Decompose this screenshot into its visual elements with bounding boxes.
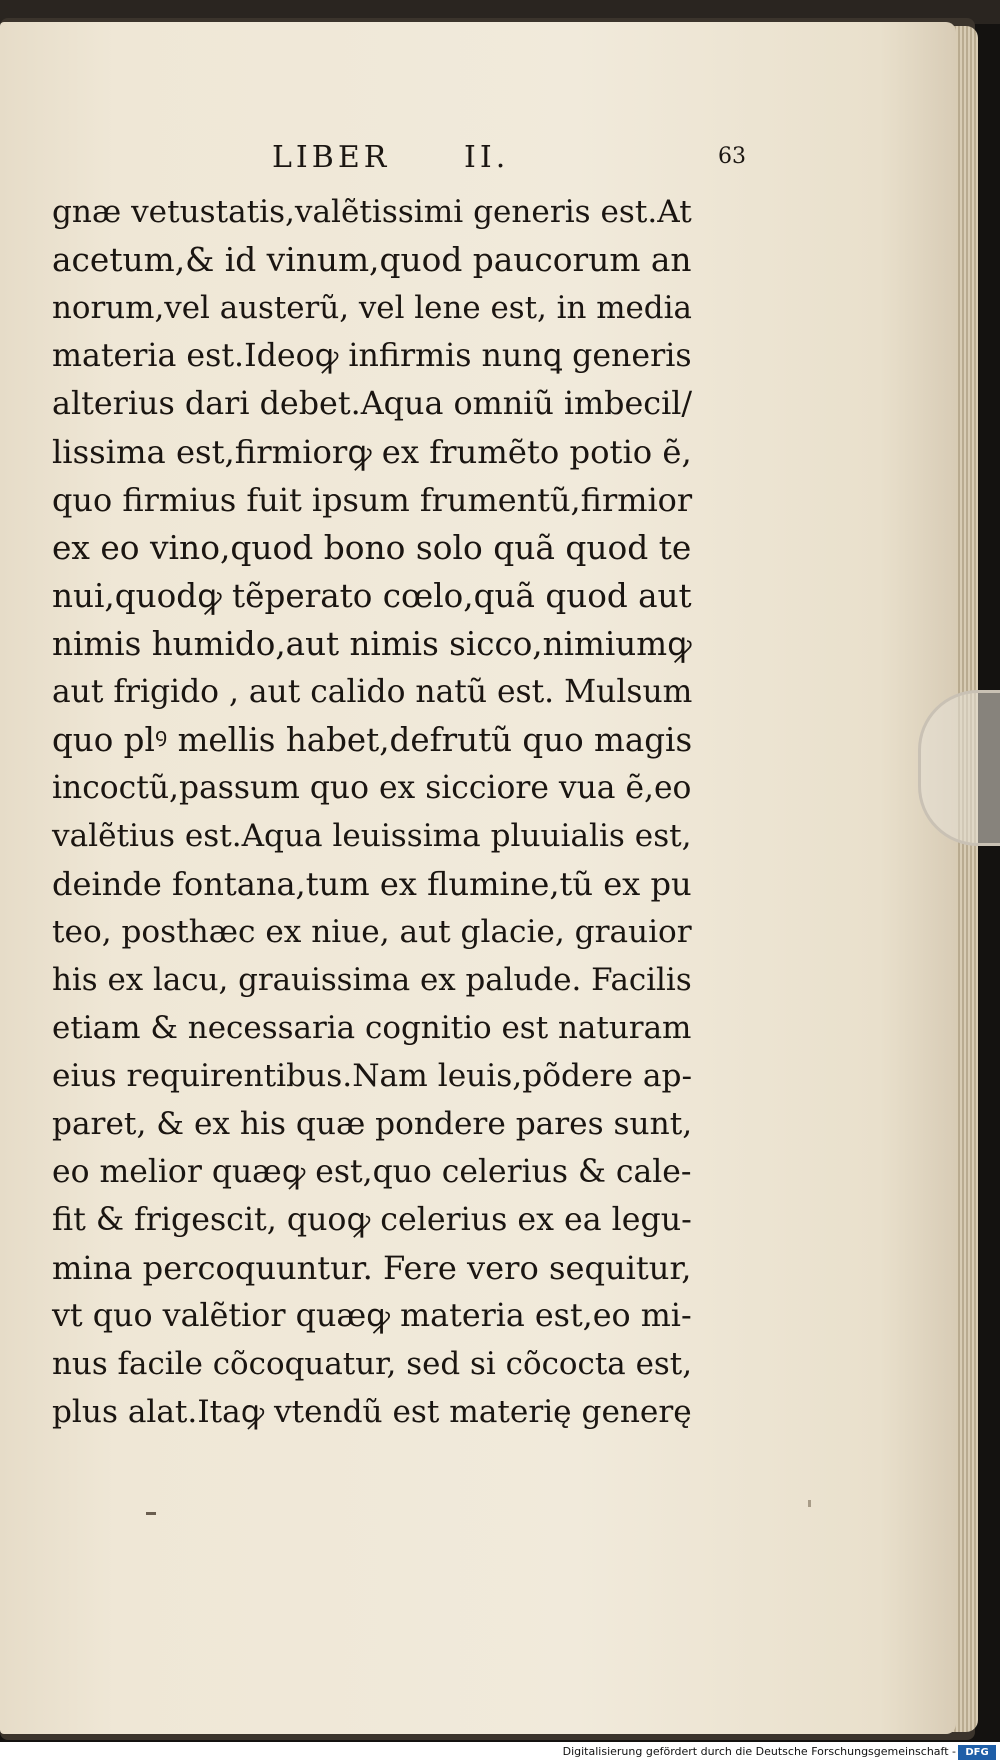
text-line: acetum,& id vinum,quod paucorum an [52,241,692,279]
text-line: fit & frigescit, quoꝙ celerius ex ea legu- [52,1202,692,1238]
text-line: etiam & necessaria cognitio est naturam [52,1010,692,1046]
text-line: plus alat.Itaꝙ vtendũ est materię generę [52,1394,692,1430]
text-line: paret, & ex his quæ pondere pares sunt, [52,1106,693,1142]
text-line: deinde fontana,tum ex flumine,tũ ex pu [52,865,692,903]
book-page [0,22,956,1734]
text-line: mina percoquuntur. Fere vero sequitur, [52,1249,692,1287]
text-line: nimis humido,aut nimis sicco,nimiumꝙ [52,625,692,663]
text-line: aut frigido , aut calido natũ est. Mulsum [52,674,693,710]
funding-credit: Digitalisierung gefördert durch die Deutsche Forschungsgemeinschaft - [562,1745,956,1758]
text-line: gnæ vetustatis,valẽtissimi generis est.At [52,194,692,230]
text-line: nui,quodꝙ tẽperato cœlo,quã quod aut [52,577,692,615]
text-line: lissima est,firmiorꝙ ex frumẽto potio ẽ, [52,433,692,471]
text-line: vt quo valẽtior quæꝙ materia est,eo mi- [52,1298,692,1334]
ink-speck [146,1512,156,1515]
text-line: valẽtius est.Aqua leuissima pluuialis est, [52,818,692,854]
text-line: alterius dari debet.Aqua omniũ imbecil/ [52,386,693,422]
text-line: quo firmius fuit ipsum frumentũ,firmior [52,481,693,519]
text-line: his ex lacu, grauissima ex palude. Facilis [52,962,692,998]
folio-number: 63 [718,144,746,169]
running-head-label: LIBER [272,140,391,175]
text-line: incoctũ,passum quo ex sicciore vua ẽ,eo [52,770,692,806]
text-line: norum,vel austerũ, vel lene est, in media [52,290,692,326]
text-line: eo melior quæꝙ est,quo celerius & cale- [52,1154,692,1190]
text-line: nus facile cõcoquatur, sed si cõcocta est, [52,1346,693,1382]
text-line: quo plꝰ mellis habet,defrutũ quo magis [52,721,693,759]
text-block [52,188,752,1488]
running-head [272,140,872,184]
text-line: materia est.Ideoꝙ infirmis nunꝗ generis [52,338,692,374]
text-line: ex eo vino,quod bono solo quã quod te [52,529,692,567]
page-clip [918,690,1000,846]
ink-speck [808,1500,811,1507]
running-head-book-number: II. [464,140,510,175]
digitization-footer [0,1742,1000,1764]
dfg-logo: DFG [958,1745,996,1760]
text-line: teo, posthæc ex niue, aut glacie, grauior [52,914,692,950]
text-line: eius requirentibus.Nam leuis,põdere ap- [52,1058,693,1094]
